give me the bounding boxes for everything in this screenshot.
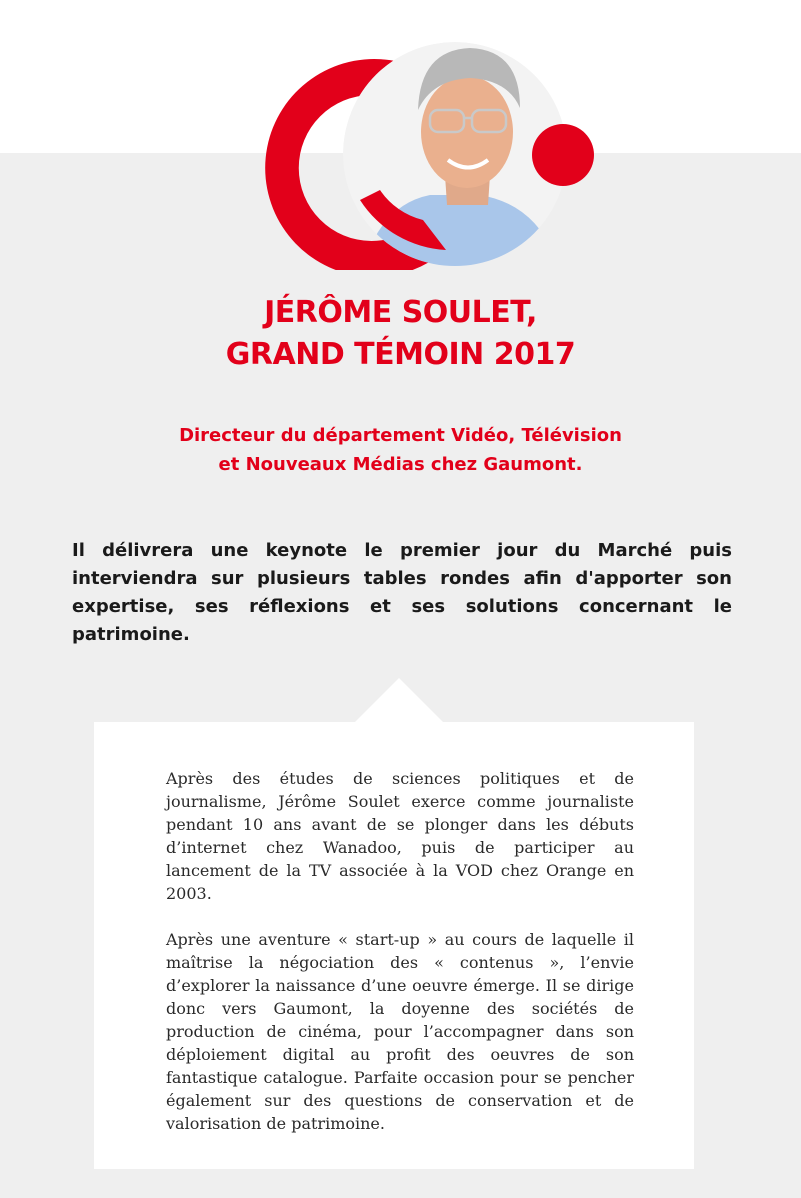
bio-paragraph-1: Après des études de sciences politiques et de journalisme, Jérôme Soulet exerce comme journaliste pendant 10 ans avant de se plonger dans les débuts d’internet chez Wanadoo, puis de participer au lancement de la TV associée à la VOD chez Orange en 2003.	[166, 769, 634, 903]
title-line-2: GRAND TÉMOIN 2017	[225, 337, 576, 372]
subtitle	[0, 421, 801, 479]
card-notch	[354, 678, 444, 723]
page-title	[0, 292, 801, 376]
bio-paragraph-2: Après une aventure « start-up » au cours de laquelle il maîtrise la négociation des « contenus », l’envie d’explorer la naissance d’une oeuvre émerge. Il se dirige donc vers Gaumont, la doyenne des sociétés de production de cinéma, pour l’accompagner dans son déploiement digital au profit des oeuvres de son fantastique catalogue. Parfaite occasion pour se pencher également sur des questions de conservation et de valorisation de patrimoine.	[166, 930, 634, 1133]
logo-dot	[532, 124, 594, 186]
subtitle-line-2: et Nouveaux Médias chez Gaumont.	[218, 454, 583, 475]
red-c-logo-icon	[230, 40, 610, 270]
subtitle-line-1: Directeur du département Vidéo, Télévision	[179, 425, 622, 446]
title-line-1: JÉRÔME SOULET,	[264, 295, 537, 330]
bio-text	[166, 767, 634, 1158]
lead-paragraph: Il délivrera une keynote le premier jour du Marché puis interviendra sur plusieurs tables rondes afin d'apporter son expertise, ses réflexions et ses solutions concernant le patrimoine.	[72, 540, 732, 645]
